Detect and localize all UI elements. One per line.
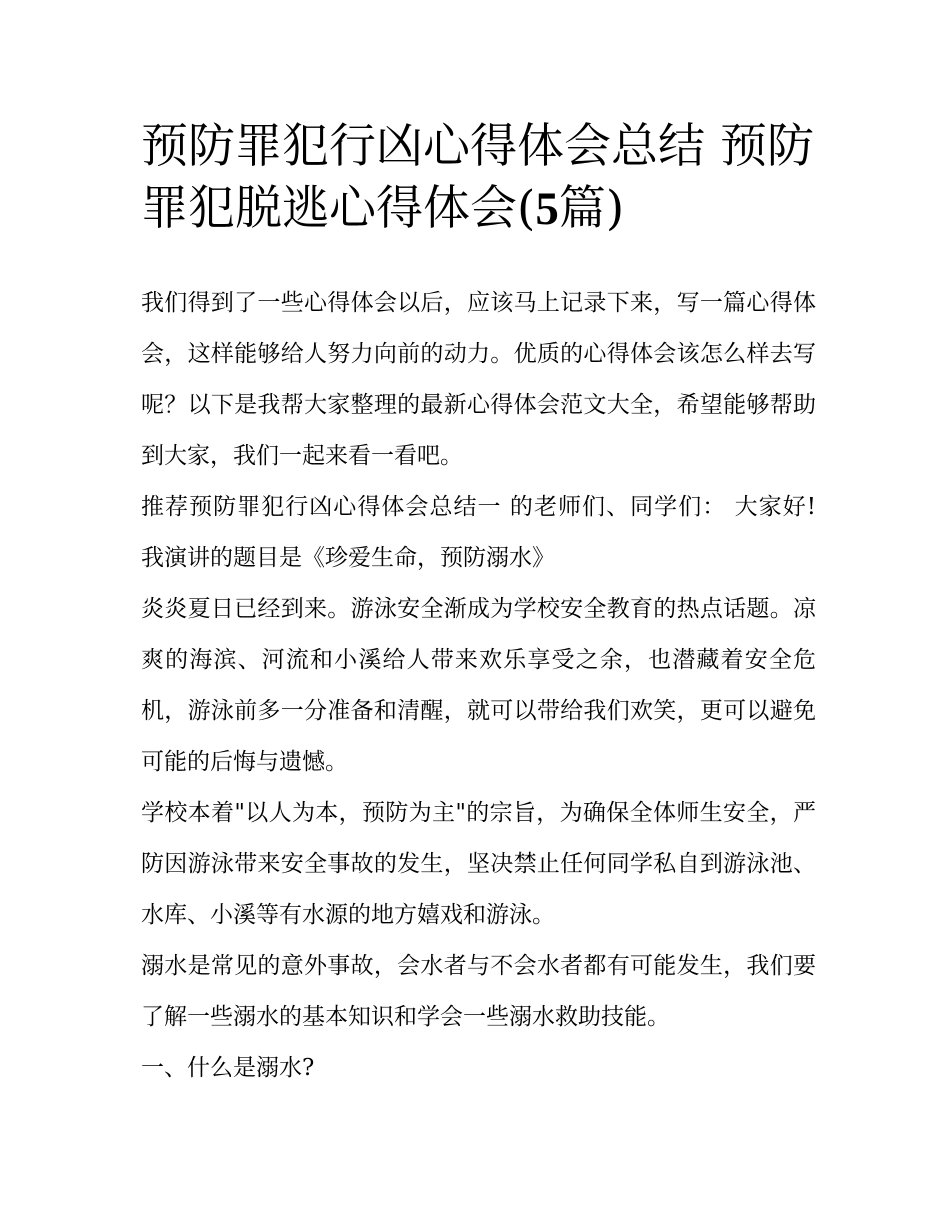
document-body bbox=[141, 278, 816, 1094]
paragraph-drowning: 溺水是常见的意外事故，会水者与不会水者都有可能发生，我们要了解一些溺水的基本知识和学会一些溺水救助技能。 bbox=[141, 953, 816, 1030]
paragraph-summer: 炎炎夏日已经到来。游泳安全渐成为学校安全教育的热点话题。凉爽的海滨、河流和小溪给人带来欢乐享受之余，也潜藏着安全危机，游泳前多一分准备和清醒，就可以带给我们欢笑，更可以避免可能的后悔与遗憾。 bbox=[141, 596, 816, 775]
title-text-part1: 预防罪犯行凶心得体会总结 预防罪犯脱逃心得体会( bbox=[141, 119, 814, 236]
paragraph-greeting: 推荐预防罪犯行凶心得体会总结一 的老师们、同学们： 大家好! 我演讲的题目是《珍爱生命，预防溺水》 bbox=[141, 494, 816, 571]
title-text-part2: 篇) bbox=[558, 181, 625, 236]
paragraph-school-policy: 学校本着"以人为本，预防为主"的宗旨，为确保全体师生安全，严防因游泳带来安全事故的发生，坚决禁止任何同学私自到游泳池、水库、小溪等有水源的地方嬉戏和游泳。 bbox=[141, 800, 816, 928]
document-title bbox=[141, 116, 816, 240]
paragraph-intro: 我们得到了一些心得体会以后，应该马上记录下来，写一篇心得体会，这样能够给人努力向前的动力。优质的心得体会该怎么样去写呢？以下是我帮大家整理的最新心得体会范文大全，希望能够帮助到大家，我们一起来看一看吧。 bbox=[141, 290, 816, 469]
section-heading: 一、什么是溺水? bbox=[141, 1055, 315, 1081]
title-count: 5 bbox=[535, 183, 559, 235]
